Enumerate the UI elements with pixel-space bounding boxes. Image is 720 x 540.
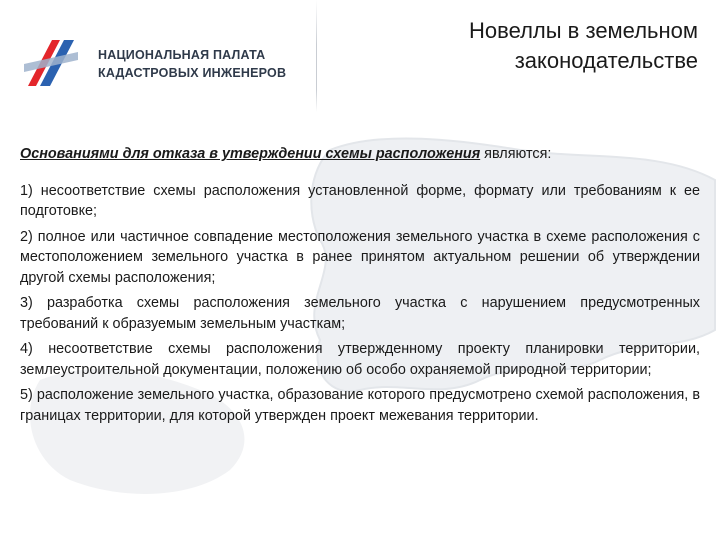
slide-title-line-1: Новеллы в земельном [469,18,698,43]
intro-rest: являются: [480,146,552,162]
intro-sentence [20,144,700,165]
intro-lead: Основаниями для отказа в утверждении схемы расположения [20,146,481,162]
list-item: 5) расположение земельного участка, образование которого предусмотрено схемой расположения, в границах территории, для которой утвержден проект межевания территории. [20,387,700,424]
list-item: 1) несоответствие схемы расположения установленной форме, формату или требованиям к ее подготовке; [20,182,700,219]
slide-body [20,144,700,431]
grounds-list [20,181,700,427]
list-item: 4) несоответствие схемы расположения утвержденному проекту планировки территории, землеустроительной документации, положению об особо охраняемой природной территории; [20,341,700,378]
list-item: 3) разработка схемы расположения земельного участка с нарушением предусмотренных требований к образуемым земельным участкам; [20,295,700,332]
slide-title-line-2: законодательстве [514,48,698,73]
list-item: 2) полное или частичное совпадение местоположения земельного участка в схеме расположения с местоположением земельного участка в ранее принятом актуальном решении об утверждении другой схемы расположения; [20,228,700,286]
slide-title [318,16,698,76]
slide-header [0,0,720,118]
logo-text [98,46,286,82]
chamber-logo-icon [22,34,80,92]
logo-line-2: КАДАСТРОВЫХ ИНЖЕНЕРОВ [98,66,287,80]
logo-line-1: НАЦИОНАЛЬНАЯ ПАЛАТА [98,48,266,62]
header-divider [316,0,317,112]
